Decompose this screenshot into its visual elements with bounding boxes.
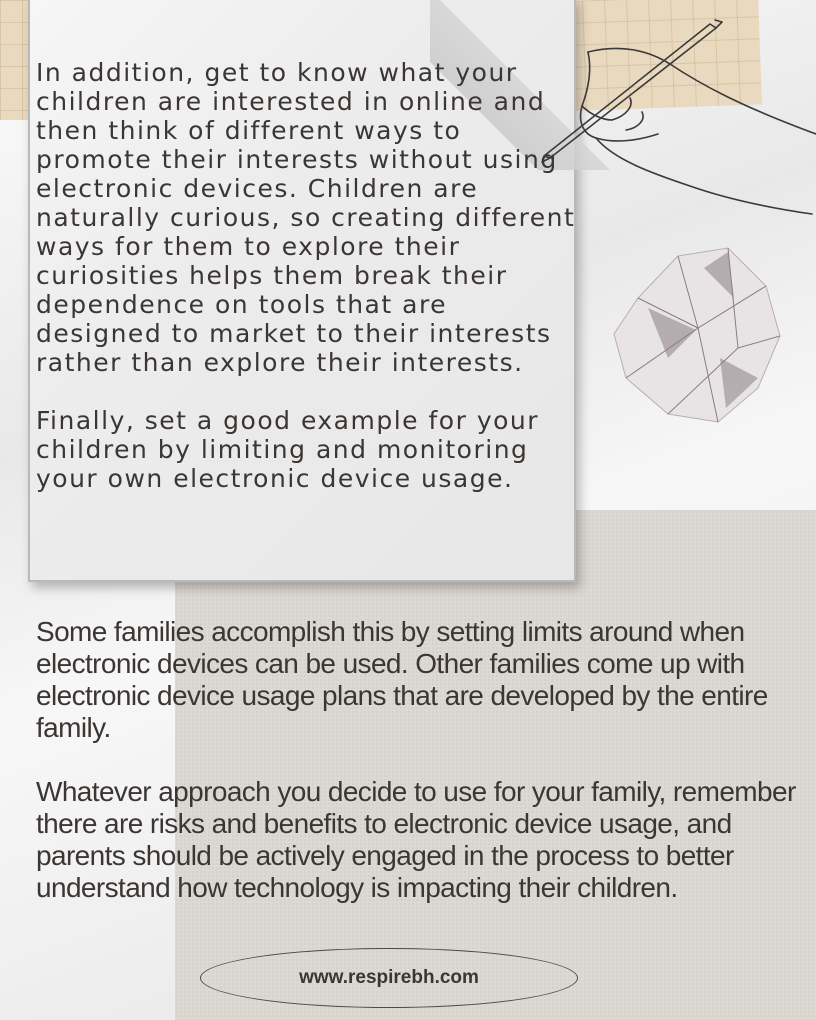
crumpled-paper-icon xyxy=(608,238,783,428)
hand-holding-pen-icon xyxy=(530,10,816,230)
card-paragraph-2: Finally, set a good example for your children by limiting and monitoring your own electronic device usage. xyxy=(36,406,540,493)
body-paragraph-1: Some families accomplish this by setting limits around when electronic devices can be used. Other families come up with electronic device usage plans that are developed by the entire family. xyxy=(36,616,768,743)
website-oval[interactable] xyxy=(200,948,578,1008)
website-link[interactable]: www.respirebh.com xyxy=(299,967,479,988)
card-paragraph-1: In addition, get to know what your children are interested in online and then think of different ways to promote their interests without using electronic devices. Children are naturally curious, so creating different ways for them to explore their curiosities helps them break their dependence on tools that are designed to market to their interests rather than explore their interests. xyxy=(36,58,576,377)
body-paragraph-2: Whatever approach you decide to use for your family, remember there are risks and benefits to electronic device usage, and parents should be actively engaged in the process to better understand how technology is impacting their children. xyxy=(36,776,796,903)
card-text-block xyxy=(36,58,576,493)
body-text-block xyxy=(36,616,796,904)
